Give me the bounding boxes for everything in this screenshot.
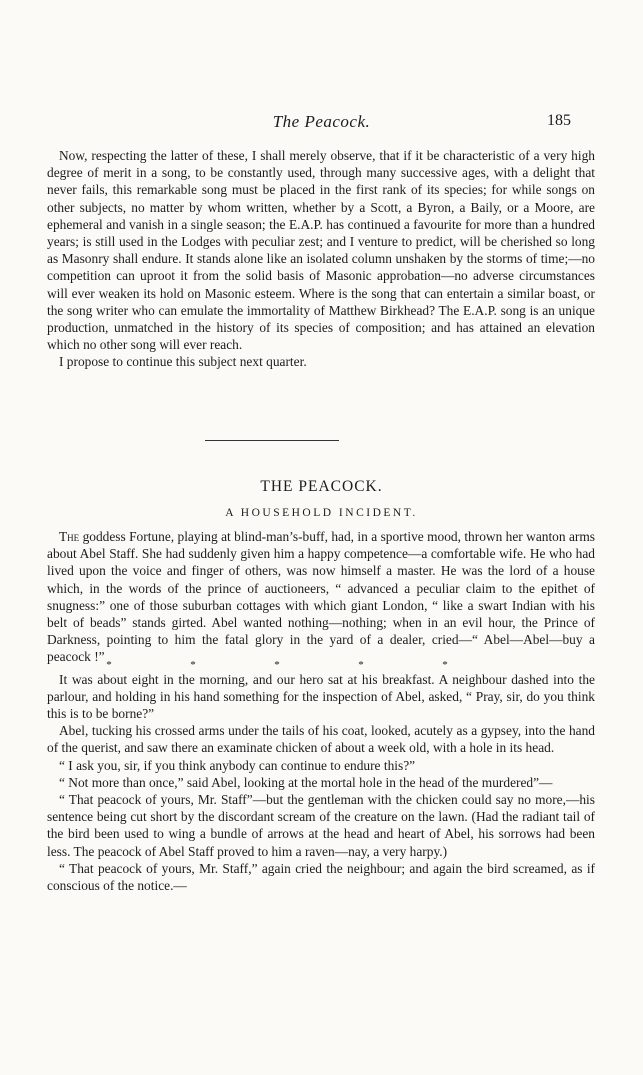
first-word: The	[59, 529, 80, 544]
page-number: 185	[547, 112, 571, 129]
section-divider	[205, 440, 339, 441]
star: *	[106, 658, 112, 671]
paragraph: I propose to continue this subject next quarter.	[59, 354, 307, 370]
star: *	[442, 658, 448, 671]
running-title: The Peacock.	[272, 112, 371, 131]
paragraph-text: goddess Fortune, playing at blind-man’s-buff, had, in a sportive mood, thrown her wanton arms about Abel Staff. She had suddenly given him a happy competence—a comfortable wife. He who had lived upon the voice and finger of others, was now himself a master. He was the lord of a house which, in the words of the prince of auctioneers, “ advanced a peculiar claim to the epithet of snugness:” one of those suburban cottages with which giant London, “ like a swart Indian with his belt of beads” stands girted. Abel wanted nothing—nothing; when in an evil hour, the Prince of Darkness, pointing to him the fatal glory in the yard of a dealer, cried—“ Abel—Abel—buy a peacock !”	[47, 529, 595, 665]
star: *	[274, 658, 280, 671]
star: *	[358, 658, 364, 671]
previous-article-text	[47, 147, 595, 371]
paragraph: “ That peacock of yours, Mr. Staff,” again cried the neighbour; and again the bird screamed, as if conscious of the notice.—	[47, 860, 595, 894]
page-header	[0, 112, 643, 136]
paragraph: “ Not more than once,” said Abel, looking at the mortal hole in the head of the murdered”—	[59, 774, 553, 790]
section-break-stars	[67, 660, 487, 671]
article-title: THE PEACOCK.	[260, 478, 383, 495]
paragraph: Now, respecting the latter of these, I shall merely observe, that if it be characteristic of a very high degree of merit in a song, to be constantly used, through many successive ages, with a delight that never fails, this remarkable song must be placed in the first rank of its species; for while songs on other subjects, no matter by whom written, whether by a Scott, a Byron, a Baily, or a Moore, are ephemeral and vanish in a single season; the E.A.P. has continued a favourite for more than a hundred years; is still used in the Lodges with peculiar zest; and I venture to predict, will be cherished so long as Masonry shall endure. It stands alone like an isolated column unshaken by the storms of time;—no competition can uproot it from the solid basis of Masonic approbation—no adverse circumstances will ever weaken its hold on Masonic esteem. Where is the song that can entertain a similar boast, or the song writer who can emulate the immortality of Matthew Birkhead? The E.A.P. song is an unique production, unmatched in the history of its species of composition; and has attained an elevation which no other song will ever reach.	[47, 148, 595, 353]
article-subtitle: A HOUSEHOLD INCIDENT.	[225, 507, 418, 519]
paragraph: “ That peacock of yours, Mr. Staff”—but the gentleman with the chicken could say no more,—his sentence being cut short by the discordant scream of the creature on the lawn. (Had the radiant tail of the bird been used to wing a bundle of arrows at the head and heart of Abel, his sorrows had been less. The peacock of Abel Staff proved to him a raven—nay, a very harpy.)	[47, 792, 595, 859]
paragraph: Abel, tucking his crossed arms under the tails of his coat, looked, acutely as a gypsey, into the hand of the querist, and saw there an examinate chicken of about a week old, with a hole in its head.	[47, 723, 595, 756]
paragraph: “ I ask you, sir, if you think anybody can continue to endure this?”	[59, 757, 416, 773]
star: *	[190, 658, 196, 671]
paragraph: It was about eight in the morning, and our hero sat at his breakfast. A neighbour dashed into the parlour, and holding in his hand something for the inspection of Abel, asked, “ Pray, sir, do you think this is to be borne?”	[47, 671, 595, 722]
paragraph	[47, 528, 595, 666]
article-body	[47, 528, 595, 894]
